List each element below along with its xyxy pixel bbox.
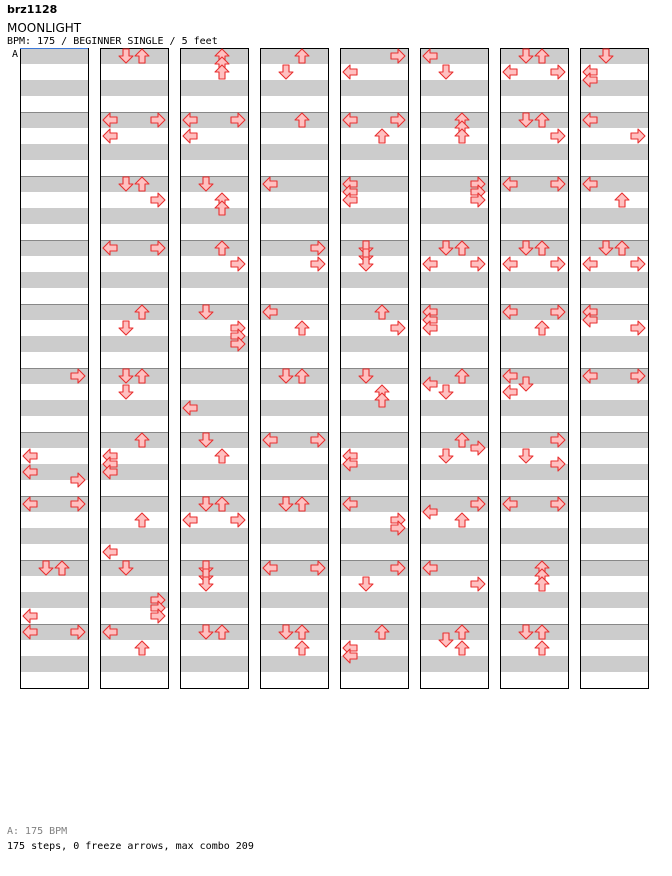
up-arrow [455, 129, 469, 143]
measure-band [580, 144, 648, 160]
measure-band [20, 432, 88, 448]
measure-band [100, 208, 168, 224]
measure-band [180, 176, 248, 192]
measure-band [580, 624, 648, 640]
measure-band [100, 496, 168, 512]
measure-band [500, 528, 568, 544]
measure-band [340, 144, 408, 160]
measure-band [100, 368, 168, 384]
right-arrow [471, 257, 485, 271]
measure-band [20, 592, 88, 608]
measure-band [100, 304, 168, 320]
measure-band [20, 144, 88, 160]
chart-footer [7, 825, 254, 853]
measure-band [180, 208, 248, 224]
measure-band [500, 400, 568, 416]
left-arrow [503, 65, 517, 79]
right-arrow [391, 321, 405, 335]
measure-band [180, 464, 248, 480]
measure-band [180, 528, 248, 544]
chart-column-6 [420, 48, 489, 689]
measure-band [500, 144, 568, 160]
measure-band [500, 560, 568, 576]
measure-band [500, 240, 568, 256]
measure-band [260, 336, 328, 352]
measure-band [260, 48, 328, 64]
measure-band [180, 80, 248, 96]
measure-band [180, 304, 248, 320]
measure-band [100, 656, 168, 672]
measure-band [180, 432, 248, 448]
measure-band [420, 528, 488, 544]
measure-band [420, 592, 488, 608]
left-arrow [103, 545, 117, 559]
song-info: BPM: 175 / BEGINNER SINGLE / 5 feet [7, 36, 218, 47]
measure-band [100, 336, 168, 352]
up-arrow [215, 65, 229, 79]
left-arrow [23, 609, 37, 623]
right-arrow [551, 257, 565, 271]
measure-band [420, 112, 488, 128]
measure-band [100, 176, 168, 192]
right-arrow [631, 321, 645, 335]
measure-band [340, 208, 408, 224]
up-arrow [215, 449, 229, 463]
song-title: MOONLIGHT [7, 21, 82, 35]
measure-band [580, 336, 648, 352]
measure-band [100, 400, 168, 416]
measure-band [20, 176, 88, 192]
chart-column-4 [260, 48, 329, 689]
right-arrow [551, 65, 565, 79]
right-arrow [311, 257, 325, 271]
measure-band [580, 496, 648, 512]
left-arrow [423, 257, 437, 271]
measure-band [180, 272, 248, 288]
right-arrow [471, 577, 485, 591]
measure-band [340, 80, 408, 96]
measure-band [500, 272, 568, 288]
measure-band [420, 400, 488, 416]
measure-band [500, 624, 568, 640]
left-arrow [183, 513, 197, 527]
measure-band [180, 560, 248, 576]
left-arrow [103, 129, 117, 143]
measure-band [20, 48, 88, 64]
up-arrow [455, 641, 469, 655]
measure-band [20, 336, 88, 352]
measure-band [100, 80, 168, 96]
down-arrow [359, 577, 373, 591]
measure-band [580, 560, 648, 576]
measure-band [20, 272, 88, 288]
measure-band [580, 656, 648, 672]
measure-band [340, 336, 408, 352]
measure-band [260, 368, 328, 384]
down-arrow [199, 577, 213, 591]
bpm-legend: A: 175 BPM [7, 826, 68, 837]
left-arrow [343, 65, 357, 79]
measure-band [180, 656, 248, 672]
measure-band [100, 560, 168, 576]
measure-band [420, 464, 488, 480]
measure-band [420, 624, 488, 640]
measure-band [420, 272, 488, 288]
up-arrow [615, 193, 629, 207]
measure-band [260, 624, 328, 640]
left-arrow [503, 385, 517, 399]
measure-band [100, 48, 168, 64]
down-arrow [279, 65, 293, 79]
measure-band [260, 112, 328, 128]
down-arrow [359, 257, 373, 271]
measure-band [180, 496, 248, 512]
measure-band [180, 368, 248, 384]
down-arrow [519, 449, 533, 463]
measure-band [340, 400, 408, 416]
right-arrow [231, 257, 245, 271]
measure-band [20, 656, 88, 672]
measure-band [260, 464, 328, 480]
chart-column-8 [580, 48, 649, 689]
measure-band [580, 464, 648, 480]
measure-band [420, 208, 488, 224]
measure-band [580, 432, 648, 448]
up-arrow [455, 513, 469, 527]
measure-band [260, 144, 328, 160]
measure-band [100, 432, 168, 448]
measure-band [500, 48, 568, 64]
chart-column-2 [100, 48, 169, 689]
measure-band [580, 208, 648, 224]
right-arrow [631, 257, 645, 271]
measure-band [20, 208, 88, 224]
chart-column-3 [180, 48, 249, 689]
measure-band [20, 528, 88, 544]
up-arrow [295, 321, 309, 335]
measure-band [100, 144, 168, 160]
measure-band [180, 592, 248, 608]
measure-band [100, 528, 168, 544]
right-arrow [631, 129, 645, 143]
measure-band [20, 560, 88, 576]
measure-band [20, 240, 88, 256]
measure-band [340, 304, 408, 320]
measure-band [260, 400, 328, 416]
bpm-marker-label: A [12, 49, 19, 60]
down-arrow [119, 385, 133, 399]
measure-band [100, 272, 168, 288]
up-arrow [295, 641, 309, 655]
measure-band [340, 592, 408, 608]
measure-band [260, 592, 328, 608]
measure-band [580, 272, 648, 288]
measure-band [420, 240, 488, 256]
chart-column-1 [20, 48, 89, 689]
measure-band [340, 624, 408, 640]
chart-column-5 [340, 48, 409, 689]
song-id: brz1128 [7, 3, 58, 16]
song-header [7, 3, 218, 47]
measure-band [580, 48, 648, 64]
measure-band [420, 656, 488, 672]
measure-band [180, 48, 248, 64]
measure-band [500, 336, 568, 352]
up-arrow [135, 641, 149, 655]
measure-band [340, 432, 408, 448]
right-arrow [231, 513, 245, 527]
measure-band [580, 528, 648, 544]
measure-band [500, 208, 568, 224]
measure-band [180, 240, 248, 256]
measure-band [500, 592, 568, 608]
measure-band [500, 80, 568, 96]
left-arrow [23, 449, 37, 463]
measure-band [420, 336, 488, 352]
chart-stats: 175 steps, 0 freeze arrows, max combo 209 [7, 841, 254, 852]
down-arrow [439, 65, 453, 79]
left-arrow [503, 257, 517, 271]
measure-band [340, 272, 408, 288]
up-arrow [535, 641, 549, 655]
measure-band [260, 528, 328, 544]
measure-band [180, 144, 248, 160]
up-arrow [535, 577, 549, 591]
up-arrow [535, 321, 549, 335]
measure-band [20, 304, 88, 320]
measure-band [340, 368, 408, 384]
measure-band [500, 112, 568, 128]
chart-column-7 [500, 48, 569, 689]
measure-band [340, 240, 408, 256]
left-arrow [583, 257, 597, 271]
measure-band [20, 112, 88, 128]
measure-band [260, 496, 328, 512]
down-arrow [439, 449, 453, 463]
measure-band [580, 240, 648, 256]
measure-band [580, 592, 648, 608]
measure-band [260, 272, 328, 288]
right-arrow [551, 129, 565, 143]
measure-band [20, 80, 88, 96]
up-arrow [375, 129, 389, 143]
measure-band [260, 208, 328, 224]
measure-band [580, 400, 648, 416]
measure-band [260, 80, 328, 96]
left-arrow [183, 129, 197, 143]
down-arrow [439, 385, 453, 399]
measure-band [180, 624, 248, 640]
measure-band [260, 656, 328, 672]
measure-band [500, 656, 568, 672]
right-arrow [151, 193, 165, 207]
measure-band [420, 80, 488, 96]
measure-band [20, 400, 88, 416]
down-arrow [119, 321, 133, 335]
measure-band [420, 144, 488, 160]
up-arrow [135, 513, 149, 527]
